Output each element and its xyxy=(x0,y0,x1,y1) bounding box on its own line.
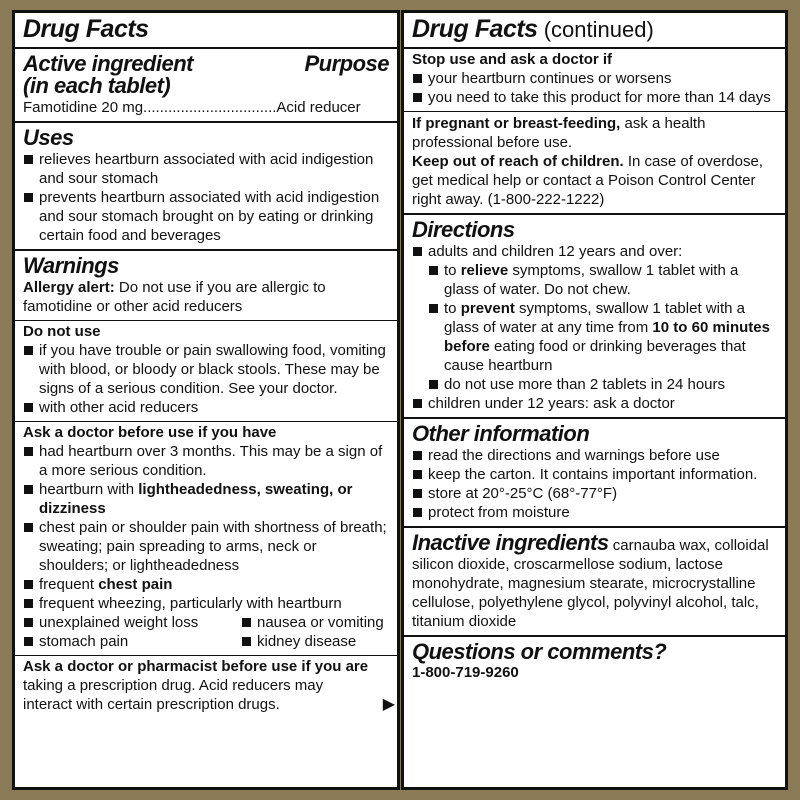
directions-item: to relieve symptoms, swallow 1 tablet with a glass of water. Do not chew. xyxy=(428,261,777,299)
ingredient-line: Famotidine 20 mg................................Acid reducer xyxy=(23,99,361,116)
stop-use-heading: Stop use and ask a doctor if xyxy=(412,51,613,68)
stop-use-item: you need to take this product for more than 14 days xyxy=(412,88,777,107)
directions-section xyxy=(404,215,785,419)
stop-use-item: your heartburn continues or worsens xyxy=(412,69,777,88)
continue-arrow-icon: ▶ xyxy=(382,696,395,713)
drug-facts-title: Drug Facts xyxy=(23,15,149,43)
do-not-use-heading: Do not use xyxy=(23,323,101,340)
phone-number: 1-800-719-9260 xyxy=(412,664,519,681)
continued-title-section xyxy=(404,13,785,49)
drug-facts-continued-title: Drug Facts xyxy=(412,15,538,43)
do-not-use-item: if you have trouble or pain swallowing food, vomiting with blood, or bloody or black stools. These may be signs of a serious condition. See your doctor. xyxy=(23,341,389,398)
active-ingredient-section xyxy=(15,49,397,123)
ask-pharmacist-text: taking a prescription drug. Acid reducers may interact with certain prescription drugs. xyxy=(23,677,324,713)
directions-item: do not use more than 2 tablets in 24 hours xyxy=(428,375,777,394)
pregnancy-section xyxy=(404,112,785,215)
active-ingredient-subheading: (in each tablet) xyxy=(23,73,171,98)
other-information-item: store at 20°-25°C (68°-77°F) xyxy=(412,484,777,503)
uses-item: prevents heartburn associated with acid indigestion and sour stomach brought on by eating or drinking certain food and beverages xyxy=(23,188,389,245)
other-information-section xyxy=(404,419,785,528)
pregnancy-warning: If pregnant or breast-feeding, ask a health professional before use. xyxy=(412,115,706,151)
stop-use-section xyxy=(404,49,785,112)
questions-section xyxy=(404,637,785,686)
do-not-use-item: with other acid reducers xyxy=(23,398,389,417)
ask-doctor-item: heartburn with lightheadedness, sweating, or dizziness xyxy=(23,480,389,518)
questions-heading: Questions or comments? xyxy=(412,639,667,664)
title-section xyxy=(15,13,397,49)
left-column xyxy=(12,10,400,790)
right-column xyxy=(401,10,788,790)
ask-doctor-item: stomach pain xyxy=(23,632,241,651)
other-information-heading: Other information xyxy=(412,421,590,446)
inactive-ingredients: Inactive ingredients carnauba wax, colloidal silicon dioxide, croscarmellose sodium, lactose monohydrate, magnesium stearate, microcrystalline cellulose, polyethylene glycol, polyvinyl alcohol, talc, titanium dioxide xyxy=(412,530,769,630)
uses-item: relieves heartburn associated with acid indigestion and sour stomach xyxy=(23,150,389,188)
uses-heading: Uses xyxy=(23,125,74,150)
inactive-ingredients-section xyxy=(404,528,785,637)
warnings-section xyxy=(15,251,397,321)
do-not-use-section xyxy=(15,321,397,422)
continued-suffix: (continued) xyxy=(537,17,654,42)
ask-doctor-heading: Ask a doctor before use if you have xyxy=(23,424,277,441)
ask-doctor-item: had heartburn over 3 months. This may be a sign of a more serious condition. xyxy=(23,442,389,480)
directions-item: children under 12 years: ask a doctor xyxy=(412,394,777,413)
active-ingredient-heading: Active ingredient xyxy=(23,51,193,76)
ask-pharmacist-section xyxy=(15,656,397,718)
ask-doctor-section xyxy=(15,422,397,656)
ask-doctor-item: frequent chest pain xyxy=(23,575,389,594)
directions-item: adults and children 12 years and over: xyxy=(412,242,777,261)
ask-doctor-item: nausea or vomiting xyxy=(241,613,389,632)
other-information-item: read the directions and warnings before use xyxy=(412,446,777,465)
other-information-item: protect from moisture xyxy=(412,503,777,522)
uses-section xyxy=(15,123,397,251)
directions-heading: Directions xyxy=(412,217,515,242)
other-information-item: keep the carton. It contains important information. xyxy=(412,465,777,484)
ask-doctor-item: chest pain or shoulder pain with shortness of breath; sweating; pain spreading to arms, neck or shoulders; or lightheadedness xyxy=(23,518,389,575)
ask-pharmacist-heading: Ask a doctor or pharmacist before use if you are xyxy=(23,658,369,675)
ask-doctor-item: frequent wheezing, particularly with heartburn xyxy=(23,594,389,613)
directions-item: to prevent symptoms, swallow 1 tablet with a glass of water at any time from 10 to 60 minutes before eating food or drinking beverages that cause heartburn xyxy=(428,299,777,375)
ask-doctor-item: kidney disease xyxy=(241,632,389,651)
ask-doctor-item: unexplained weight loss xyxy=(23,613,241,632)
purpose-heading: Purpose xyxy=(304,51,389,76)
allergy-alert: Allergy alert: Do not use if you are allergic to famotidine or other acid reducers xyxy=(23,279,326,315)
keep-out-warning: Keep out of reach of children. In case of overdose, get medical help or contact a Poison Control Center right away. (1-800-222-1222) xyxy=(412,153,763,208)
warnings-heading: Warnings xyxy=(23,253,119,278)
